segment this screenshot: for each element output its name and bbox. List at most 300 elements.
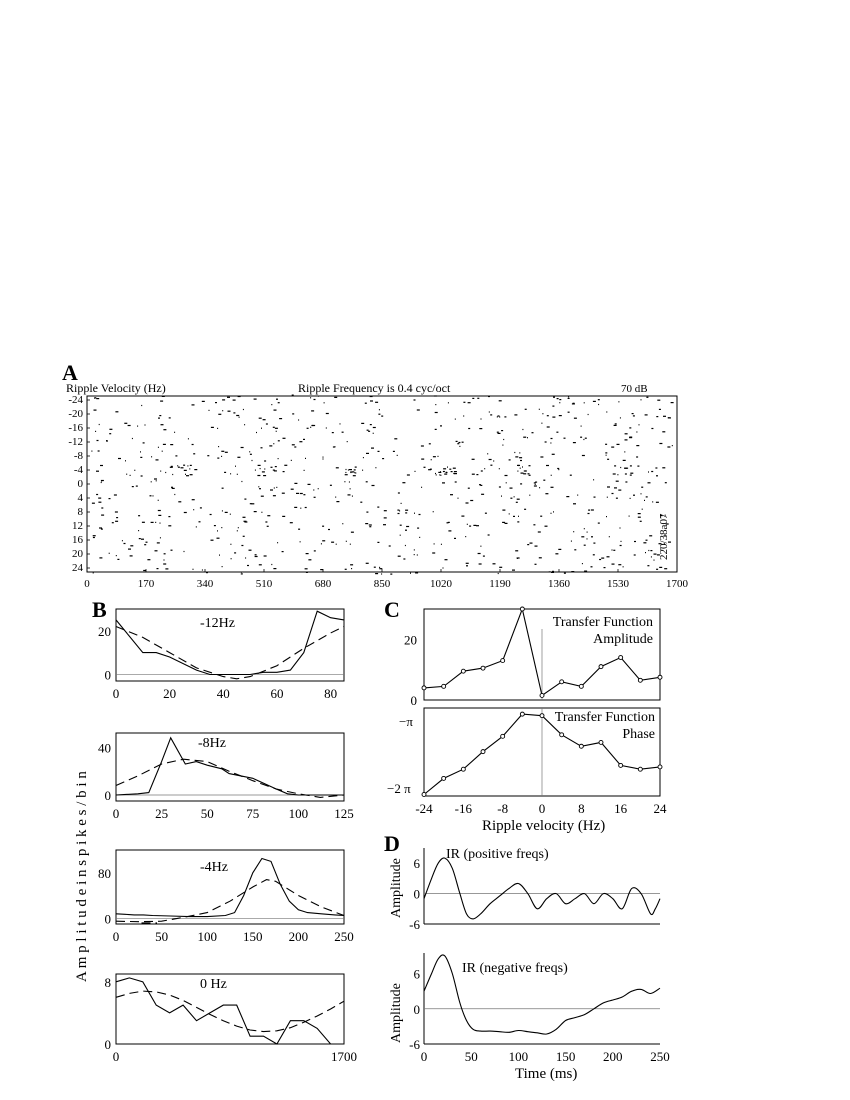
spike-dot [238, 396, 241, 397]
spike-dot [349, 481, 350, 482]
chart-title-line: Phase [622, 727, 655, 742]
spike-dot [372, 485, 375, 486]
spike-dot [584, 571, 587, 572]
spike-dot [118, 458, 121, 459]
spike-dot [241, 572, 242, 573]
spike-dot [618, 490, 621, 491]
spike-dot [265, 521, 267, 522]
spike-dot [644, 500, 645, 501]
x-tick-label: 1700 [331, 1049, 357, 1064]
spike-dot [187, 465, 188, 466]
data-point [481, 666, 485, 670]
spike-dot [398, 492, 400, 493]
spike-dot [489, 411, 490, 412]
spike-dot [656, 569, 658, 570]
spike-dot [553, 511, 554, 512]
panel-b [74, 597, 357, 1064]
spike-dot [347, 441, 348, 442]
spike-dot [588, 510, 590, 511]
spike-dot [612, 549, 613, 550]
spike-dot [558, 469, 559, 470]
spike-dot [192, 444, 194, 445]
spike-dot [549, 571, 551, 572]
spike-dot [607, 486, 610, 487]
spike-dot [611, 447, 614, 448]
data-point [560, 733, 564, 737]
spike-dot [192, 404, 195, 405]
spike-dot [138, 530, 139, 531]
spike-dot [250, 503, 252, 504]
spike-dot [451, 471, 453, 472]
series-fit [116, 759, 344, 797]
spike-dot [648, 471, 649, 472]
spike-dot [465, 536, 466, 537]
spike-dot [352, 496, 353, 497]
spike-dot [502, 510, 505, 511]
spike-dot [278, 458, 279, 459]
spike-dot [109, 429, 112, 430]
plot-frame [116, 974, 344, 1044]
spike-dot [112, 522, 114, 523]
spike-raster [91, 395, 673, 575]
spike-dot [598, 399, 600, 400]
spike-dot [330, 485, 332, 486]
spike-dot [488, 396, 490, 397]
spike-dot [141, 539, 144, 540]
spike-dot [498, 573, 499, 574]
spike-dot [633, 495, 635, 496]
spike-dot [654, 554, 657, 555]
spike-dot [446, 472, 447, 473]
y-tick-label: 8 [104, 974, 111, 990]
spike-dot [447, 467, 448, 468]
spike-dot [584, 545, 586, 546]
x-tick-label: 0 [112, 806, 120, 821]
spike-dot [659, 567, 662, 568]
spike-dot [656, 416, 658, 417]
spike-dot [92, 503, 95, 504]
spike-dot [326, 427, 327, 428]
raster-y-tick: 16 [72, 534, 83, 546]
spike-dot [336, 544, 337, 545]
spike-dot [551, 513, 552, 514]
spike-dot [551, 487, 554, 488]
spike-dot [582, 563, 583, 564]
x-tick-label: 20 [163, 686, 177, 701]
spike-dot [476, 525, 479, 526]
spike-dot [634, 554, 636, 555]
spike-dot [290, 522, 293, 523]
spike-dot [160, 401, 163, 402]
spike-dot [607, 459, 609, 460]
spike-dot [161, 424, 164, 425]
spike-dot [218, 414, 221, 415]
spike-dot [217, 538, 220, 539]
spike-dot [221, 456, 222, 457]
spike-dot [540, 456, 543, 457]
spike-dot [605, 444, 607, 445]
data-point [619, 656, 623, 660]
spike-dot [405, 512, 407, 513]
spike-dot [450, 494, 453, 495]
spike-dot [539, 557, 542, 558]
spike-dot [612, 493, 614, 494]
spike-dot [493, 460, 494, 461]
x-tick-label: 200 [603, 1049, 623, 1064]
spike-dot [551, 438, 553, 439]
x-tick-label: 8 [578, 801, 585, 816]
spike-dot [227, 397, 230, 398]
panel-a-letter: A [62, 360, 78, 385]
spike-dot [196, 526, 197, 527]
spike-dot [139, 538, 141, 539]
y-tick-label: 6 [413, 966, 420, 982]
spike-dot [454, 538, 456, 539]
spike-dot [383, 524, 386, 525]
spike-dot [365, 403, 367, 404]
spike-dot [144, 544, 146, 545]
spike-dot [134, 470, 135, 471]
spike-dot [466, 563, 469, 564]
spike-dot [397, 510, 399, 511]
spike-dot [271, 467, 273, 468]
y-tick-label: 0 [410, 693, 417, 708]
spike-dot [130, 555, 133, 556]
spike-dot [607, 556, 610, 557]
spike-dot [472, 474, 475, 475]
raster-y-tick: 24 [72, 562, 83, 574]
spike-dot [643, 542, 646, 543]
chart-title: -12Hz [200, 616, 235, 631]
spike-dot [342, 523, 343, 524]
spike-dot [169, 417, 171, 418]
spike-dot [588, 414, 589, 415]
spike-dot [158, 510, 161, 511]
spike-dot [206, 572, 208, 573]
spike-dot [547, 415, 549, 416]
spike-dot [264, 460, 266, 461]
spike-dot [516, 502, 518, 503]
spike-dot [430, 469, 432, 470]
spike-dot [93, 572, 94, 573]
spike-dot [355, 467, 357, 468]
spike-dot [453, 468, 456, 469]
raster-frame [87, 396, 677, 572]
spike-dot [222, 488, 224, 489]
spike-dot [477, 398, 479, 399]
spike-dot [273, 443, 274, 444]
x-tick-label: 16 [614, 801, 628, 816]
spike-dot [485, 513, 487, 514]
spike-dot [283, 438, 286, 439]
panel-d-ylabel-bottom: Amplitude [389, 983, 404, 1043]
spike-dot [521, 473, 524, 474]
spike-dot [217, 530, 218, 531]
spike-dot [651, 556, 652, 557]
spike-dot [328, 529, 330, 530]
spike-dot [522, 429, 523, 430]
phase-tick-minus-pi: −π [399, 714, 413, 729]
spike-dot [393, 451, 395, 452]
spike-dot [481, 494, 484, 495]
spike-dot [501, 430, 503, 431]
spike-dot [278, 440, 280, 441]
spike-dot [458, 442, 460, 443]
spike-dot [276, 431, 277, 432]
spike-dot [115, 411, 118, 412]
spike-dot [378, 451, 380, 452]
spike-dot [509, 513, 510, 514]
spike-dot [259, 564, 262, 565]
spike-dot [322, 540, 325, 541]
spike-dot [255, 556, 258, 557]
spike-dot [170, 444, 173, 445]
spike-dot [479, 563, 482, 564]
spike-dot [405, 530, 407, 531]
panel-c-xlabel: Ripple velocity (Hz) [482, 818, 606, 834]
spike-dot [210, 514, 212, 515]
spike-dot [624, 468, 627, 469]
spike-dot [525, 409, 527, 410]
spike-dot [375, 402, 378, 403]
spike-dot [559, 415, 562, 416]
spike-dot [345, 569, 347, 570]
spike-dot [254, 511, 257, 512]
spike-dot [557, 468, 559, 469]
chart-title: IR (negative freqs) [462, 961, 568, 976]
series-measured [116, 738, 344, 795]
spike-dot [594, 497, 596, 498]
spike-dot [499, 567, 502, 568]
spike-dot [572, 403, 575, 404]
spike-dot [398, 556, 401, 557]
spike-dot [541, 423, 542, 424]
spike-dot [570, 475, 572, 476]
spike-dot [370, 396, 373, 397]
spike-dot [323, 457, 324, 458]
raster-x-tick: 1190 [489, 578, 511, 590]
spike-dot [539, 487, 540, 488]
spike-dot [128, 549, 131, 550]
spike-dot [613, 550, 615, 551]
spike-dot [632, 413, 634, 414]
spike-dot [255, 470, 256, 471]
x-tick-label: 200 [288, 929, 309, 944]
spike-dot [514, 414, 517, 415]
spike-dot [555, 553, 558, 554]
spike-dot [645, 414, 648, 415]
spike-dot [271, 564, 272, 565]
spike-dot [574, 418, 577, 419]
spike-dot [410, 573, 411, 574]
spike-dot [375, 467, 376, 468]
spike-dot [243, 409, 244, 410]
raster-y-tick: 12 [72, 520, 83, 532]
spike-dot [225, 452, 228, 453]
spike-dot [449, 469, 451, 470]
spike-dot [237, 457, 240, 458]
spike-dot [199, 521, 201, 522]
spike-dot [417, 554, 418, 555]
raster-x-tick: 510 [255, 578, 273, 590]
spike-dot [151, 481, 152, 482]
spike-dot [305, 507, 307, 508]
spike-dot [384, 510, 387, 511]
spike-dot [345, 474, 348, 475]
spike-dot [276, 399, 278, 400]
spike-dot [529, 495, 530, 496]
spike-dot [415, 471, 416, 472]
panel-a-left-label: Ripple Velocity (Hz) [66, 381, 166, 395]
spike-dot [126, 474, 127, 475]
spike-dot [571, 541, 572, 542]
spike-dot [175, 455, 177, 456]
spike-dot [440, 475, 441, 476]
spike-dot [270, 489, 273, 490]
spike-dot [130, 475, 131, 476]
spike-dot [458, 498, 459, 499]
spike-dot [259, 418, 262, 419]
data-point [540, 693, 544, 697]
spike-dot [94, 410, 97, 411]
spike-dot [298, 419, 299, 420]
spike-dot [96, 494, 98, 495]
x-tick-label: 25 [155, 806, 169, 821]
spike-dot [140, 457, 142, 458]
spike-dot [100, 465, 103, 466]
spike-dot [266, 423, 268, 424]
chart-minus-8hz [98, 733, 354, 821]
spike-dot [160, 537, 161, 538]
spike-dot [306, 553, 309, 554]
cell-id: 220/38a07 [658, 513, 670, 560]
spike-dot [244, 521, 247, 522]
y-tick-label: 0 [413, 886, 420, 902]
y-tick-label: 40 [98, 740, 111, 756]
spike-dot [258, 465, 261, 466]
spike-dot [542, 413, 543, 414]
spike-dot [468, 488, 470, 489]
x-tick-label: 100 [197, 929, 217, 944]
spike-dot [552, 454, 555, 455]
spike-dot [419, 514, 421, 515]
spike-dot [239, 417, 240, 418]
spike-dot [657, 400, 660, 401]
spike-dot [181, 467, 184, 468]
spike-dot [445, 559, 448, 560]
spike-dot [568, 398, 570, 399]
spike-dot [230, 544, 231, 545]
spike-dot [267, 526, 269, 527]
spike-dot [94, 397, 96, 398]
spike-dot [185, 474, 186, 475]
spike-dot [348, 494, 351, 495]
spike-dot [128, 425, 131, 426]
spike-dot [183, 465, 185, 466]
spike-dot [443, 471, 445, 472]
spike-dot [664, 568, 667, 569]
spike-dot [354, 472, 355, 473]
spike-dot [583, 439, 584, 440]
spike-dot [587, 538, 588, 539]
spike-dot [163, 563, 166, 564]
spike-dot [367, 430, 369, 431]
spike-dot [282, 493, 285, 494]
spike-dot [520, 483, 522, 484]
spike-dot [93, 537, 95, 538]
chart-minus-4hz [98, 850, 354, 944]
spike-dot [188, 438, 189, 439]
spike-dot [234, 552, 236, 553]
spike-dot [414, 549, 415, 550]
spike-dot [349, 469, 352, 470]
spike-dot [454, 473, 457, 474]
spike-dot [314, 399, 316, 400]
spike-dot [419, 537, 420, 538]
y-tick-label: 20 [404, 632, 417, 648]
spike-dot [244, 499, 246, 500]
spike-dot [638, 513, 641, 514]
spike-dot [291, 489, 294, 490]
spike-dot [467, 524, 468, 525]
spike-dot [273, 568, 276, 569]
spike-dot [192, 499, 195, 500]
spike-dot [101, 529, 103, 530]
spike-dot [228, 411, 231, 412]
spike-dot [310, 397, 311, 398]
spike-dot [497, 416, 498, 417]
spike-dot [332, 432, 334, 433]
chart-ir-negative [409, 953, 670, 1064]
spike-dot [194, 469, 197, 470]
spike-dot [499, 416, 500, 417]
plot-frame [116, 733, 344, 801]
spike-dot [147, 559, 150, 560]
spike-dot [510, 488, 513, 489]
data-point [619, 763, 623, 767]
spike-dot [654, 560, 655, 561]
spike-dot [440, 471, 441, 472]
spike-dot [659, 443, 662, 444]
data-point [599, 740, 603, 744]
spike-dot [160, 523, 161, 524]
spike-dot [415, 572, 418, 573]
spike-dot [478, 553, 481, 554]
spike-dot [545, 441, 547, 442]
spike-dot [509, 459, 511, 460]
spike-dot [499, 486, 501, 487]
spike-dot [261, 428, 262, 429]
spike-dot [172, 474, 173, 475]
spike-dot [222, 399, 225, 400]
spike-dot [308, 484, 311, 485]
spike-dot [663, 416, 666, 417]
chart-title: IR (positive freqs) [446, 847, 549, 862]
spike-dot [101, 507, 103, 508]
spike-dot [625, 439, 628, 440]
spike-dot [360, 502, 362, 503]
spike-dot [116, 517, 118, 518]
raster-x-tick: 340 [196, 578, 214, 590]
raster-y-tick: -16 [68, 422, 83, 434]
spike-dot [314, 550, 316, 551]
spike-dot [394, 438, 397, 439]
spike-dot [153, 495, 154, 496]
spike-dot [264, 468, 265, 469]
y-tick-label: -6 [409, 917, 420, 932]
spike-dot [505, 475, 508, 476]
spike-dot [535, 484, 536, 485]
